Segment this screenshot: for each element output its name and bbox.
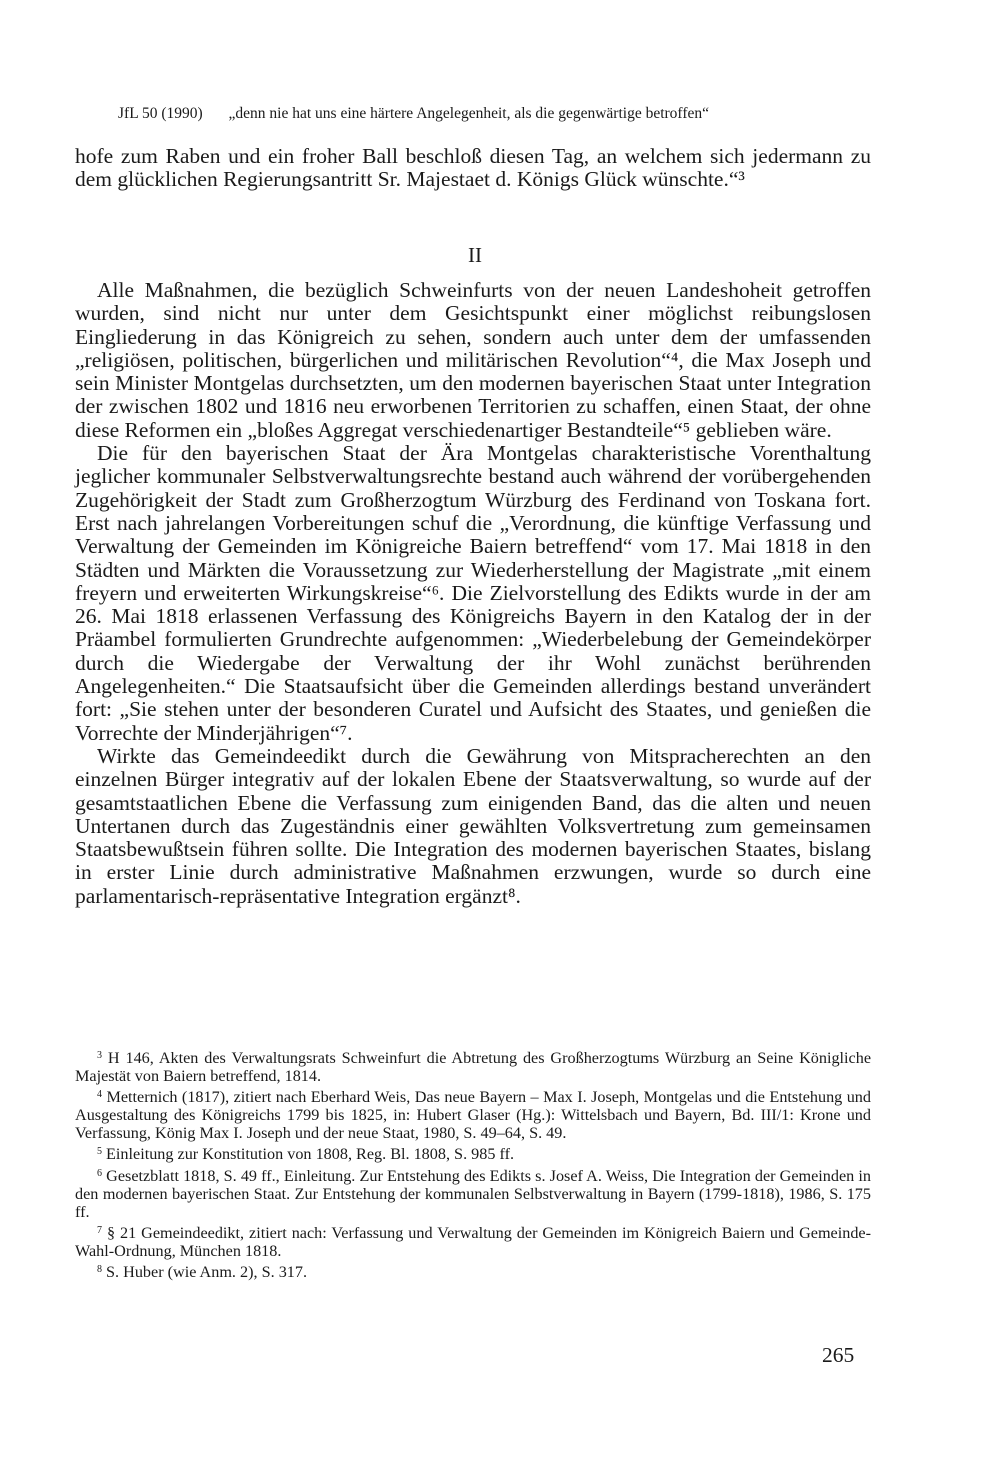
footnote bbox=[75, 1261, 871, 1281]
footnote bbox=[75, 1047, 871, 1085]
body-paragraph: Alle Maßnahmen, die bezüglich Schweinfurts von der neuen Landeshoheit getroffen wurden, sind nicht nur unter dem Gesichtspunkt einer möglichst reibungslosen Eingliederung in das Königreich zu sehen, sondern auch unter dem der umfassenden „religiösen, politischen, bürgerlichen und militärischen Revolution“⁴, die Max Joseph und sein Minister Montgelas durchsetzten, um den modernen bayerischen Staat unter Integration der zwischen 1802 und 1816 neu erworbenen Territorien zu schaffen, einen Staat, der ohne diese Reformen ein „bloßes Aggregat verschiedenartiger Bestandteile“⁵ geblieben wäre. bbox=[75, 278, 871, 442]
footnote-text: § 21 Gemeindeedikt, zitiert nach: Verfassung und Verwaltung der Gemeinden im Königreich Baiern und Gemeinde-Wahl-Ordnung, München 1818. bbox=[75, 1223, 872, 1260]
continuation-text-block bbox=[75, 145, 871, 192]
body-paragraph: Die für den bayerischen Staat der Ära Montgelas charakteristische Vorenthaltung jeglicher kommunaler Selbstverwaltungsrechte bestand auch während der vorübergehenden Zugehörigkeit der Stadt zum Großherzogtum Würzburg des Ferdinand von Toskana fort. Erst nach jahrelangen Vorbereitungen schuf die „Verordnung, die künftige Verfassung und Verwaltung der Gemeinden im Königreiche Baiern betreffend“ vom 17. Mai 1818 in den Städten und Märkten die Voraussetzung zur Wiederherstellung der Magistrate „mit einem freyern und erweiterten Wirkungskreise“⁶. Die Zielvorstellung des Edikts wurde in der am 26. Mai 1818 erlassenen Verfassung des Königreichs Bayern in den Katalog der in der Präambel formulierten Grundrechte aufgenommen: „Wiederbelebung der Gemeindekörper durch die Wiedergabe der Verwaltung der ihr Wohl zunächst berührenden Angelegenheiten.“ Die Staatsaufsicht über die Gemeinden allerdings bestand unverändert fort: „Sie stehen unter der besonderen Curatel und Aufsicht des Staates, und genießen die Vorrechte der Minderjährigen“⁷. bbox=[75, 441, 871, 745]
journal-reference: JfL 50 (1990) bbox=[118, 105, 203, 122]
section-heading: II bbox=[468, 243, 482, 267]
footnote-text: H 146, Akten des Verwaltungsrats Schweinfurt die Abtretung des Großherzogtums Würzburg an Seine Königliche Majestät von Baiern betreffend, 1814. bbox=[75, 1049, 871, 1086]
running-head bbox=[118, 104, 868, 124]
footnote-text: Metternich (1817), zitiert nach Eberhard Weis, Das neue Bayern – Max I. Joseph, Montgelas und die Entstehung und Ausgestaltung des Königreichs 1799 bis 1825, in: Hubert Glaser (Hg.): Wittelsbach und Bayern, Bd. III/1: Krone und Verfassung, König Max I. Joseph und der neue Staat, 1980, S. 49–64, S. 49. bbox=[75, 1088, 871, 1143]
footnote-number: 7 bbox=[97, 1224, 102, 1236]
footnotes bbox=[75, 1047, 871, 1282]
footnote-number: 3 bbox=[97, 1050, 102, 1061]
footnote bbox=[75, 1165, 871, 1221]
footnote-text: S. Huber (wie Anm. 2), S. 317. bbox=[106, 1263, 308, 1282]
footnote bbox=[75, 1143, 871, 1163]
footnote-text: Gesetzblatt 1818, S. 49 ff., Einleitung. Zur Entstehung des Edikts s. Josef A. Weiss, Die Integration der Gemeinden in den modernen bayerischen Staat. Zur Entstehung der kommunalen Selbstverwaltung in Bayern (1799-1818), 1986, S. 175 ff. bbox=[75, 1166, 872, 1221]
footnote-text: Einleitung zur Konstitution von 1808, Reg. Bl. 1808, S. 985 ff. bbox=[106, 1145, 515, 1164]
continuation-paragraph: hofe zum Raben und ein froher Ball beschloß diesen Tag, an welchem sich jedermann zu dem glücklichen Regierungsantritt Sr. Majestaet d. Königs Glück wünschte.“³ bbox=[75, 144, 871, 192]
footnote-number: 5 bbox=[97, 1146, 102, 1158]
running-title: „denn nie hat uns eine härtere Angelegenheit, als die gegenwärtige betroffen“ bbox=[228, 105, 709, 122]
footnote-number: 8 bbox=[97, 1264, 102, 1276]
footnote-number: 6 bbox=[97, 1167, 102, 1179]
footnote bbox=[75, 1222, 871, 1260]
footnote-number: 4 bbox=[97, 1089, 102, 1101]
body-paragraph: Wirkte das Gemeindeedikt durch die Gewährung von Mitspracherechten an den einzelnen Bürger integrativ auf der lokalen Ebene der Staatsverwaltung, so wurde auf der gesamtstaatlichen Ebene die Verfassung zum einigenden Band, das die alten und neuen Untertanen durch das Zugeständnis einer gewählten Volksvertretung zum gemeinsamen Staatsbewußtsein führen sollte. Die Integration des modernen bayerischen Staates, bislang in erster Linie durch administrative Maßnahmen erzwungen, wurde so durch eine parlamentarisch-repräsentative Integration ergänzt⁸. bbox=[75, 743, 871, 908]
section-body bbox=[75, 279, 871, 908]
footnote bbox=[75, 1086, 871, 1142]
page-number: 265 bbox=[822, 1343, 855, 1367]
